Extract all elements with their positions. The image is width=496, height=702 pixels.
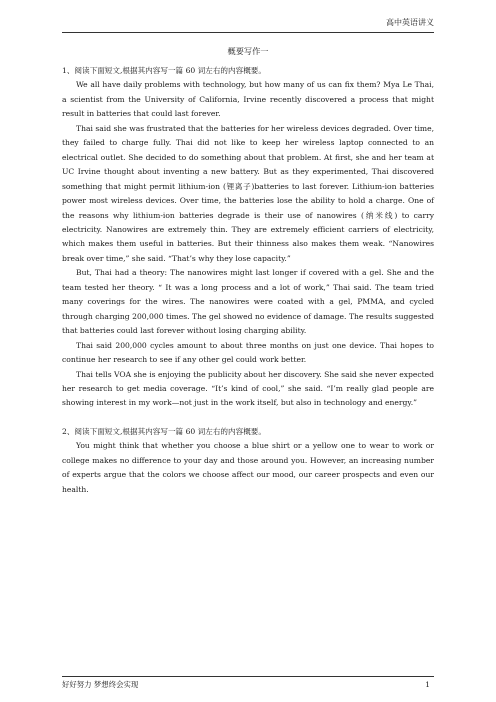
page-header: [62, 18, 434, 33]
passage-1-paragraph-4: Thai said 200,000 cycles amount to about three months on just one device. Thai hopes to continue her research to see if any other gel could work better.: [62, 340, 434, 365]
passage-1-paragraph-2: Thai said she was frustrated that the batteries for her wireless devices degraded. Over time, they failed to charge fully. Thai did not like to keep her wireless laptop connected to an electrical outlet. She decided to do something about that problem. At first, she and her team at UC Irvine thought about inventing a new battery. But as they experimented, Thai discovered something that might permit lithium-ion (锂离子)batteries to last forever. Lithium-ion batteries power most wireless devices. Over time, the batteries lose the ability to hold a charge. One of the reasons why lithium-ion batteries degrade is their use of nanowires (纳米线) to carry electricity. Nanowires are extremely thin. They are extremely efficient carriers of electricity, which makes them useful in batteries. But their thinness also makes them weak. “Nanowires break over time,” she said. “That’s why they lose capacity.”: [62, 123, 434, 263]
passage-1-paragraph-5: Thai tells VOA she is enjoying the publicity about her discovery. She said she never expected her research to get media coverage. “It’s kind of cool,” she said. “I’m really glad people are showing interest in my work—not just in the work itself, but also in technology and energy.”: [62, 369, 435, 408]
passage-2-paragraph-1: You might think that whether you choose a blue shirt or a yellow one to wear to work or college makes no difference to your day and those around you. However, an increasing number of experts argue that the colors we choose affect our mood, our career prospects and even our health.: [62, 441, 434, 494]
header-title: 高中英语讲义: [386, 18, 434, 27]
document-body: [62, 64, 434, 497]
question-prompt-2: 2、阅读下面短文,根据其内容写一篇 60 词左右的内容概要。: [62, 426, 266, 436]
question-prompt-1: 1、阅读下面短文,根据其内容写一篇 60 词左右的内容概要。: [62, 66, 266, 75]
page-title: 概要写作一: [227, 46, 269, 56]
page-footer: [62, 676, 434, 689]
section-spacer: [62, 411, 434, 425]
page-number: 1: [425, 680, 430, 689]
passage-1-paragraph-3: But, Thai had a theory: The nanowires might last longer if covered with a gel. She and the team tested her theory. “ It was a long process and a lot of work,” Thai said. The team tried many coverings for the wires. The nanowires were coated with a gel, PMMA, and cycled through charging 200,000 times. The gel showed no evidence of damage. The results suggested that batteries could last forever without losing charging ability.: [62, 268, 434, 336]
passage-1-paragraph-1: We all have daily problems with technology, but how many of us can fix them? Mya Le Thai, a scientist from the University of California, Irvine recently discovered a process that might result in batteries that could last forever.: [62, 80, 434, 119]
footer-motto: 好好努力 梦想终会实现: [62, 680, 139, 689]
